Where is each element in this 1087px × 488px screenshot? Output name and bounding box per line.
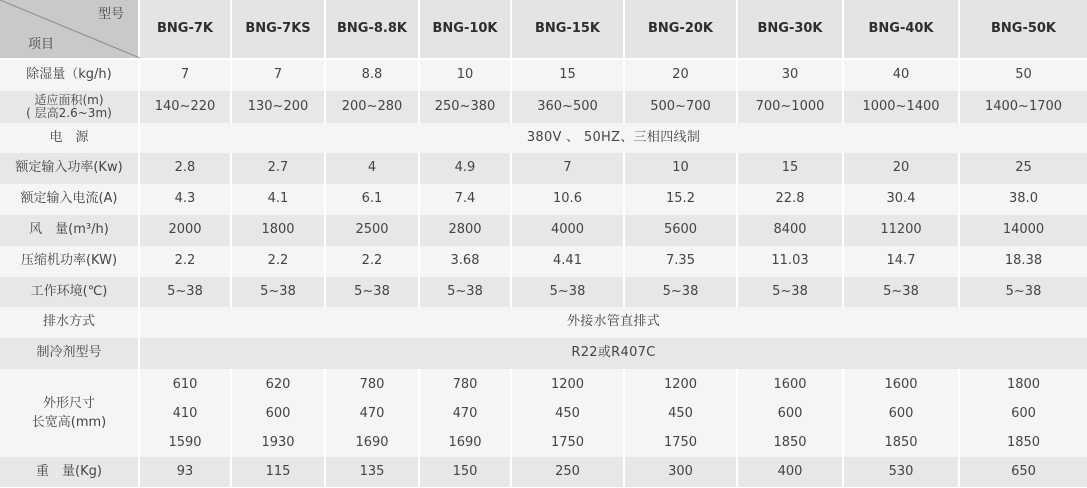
row-label: 制冷剂型号 — [0, 338, 140, 369]
cell: 5~38 — [625, 277, 738, 307]
row-label: 风 量(m³/h) — [0, 215, 140, 246]
model-header: BNG-50K — [960, 0, 1087, 60]
width-value: 410 — [172, 405, 198, 421]
cell: 7 — [232, 60, 326, 91]
cell: 20 — [625, 60, 738, 91]
cell: 360~500 — [512, 91, 625, 123]
dimensions-label-line2: 长宽高(mm) — [31, 415, 107, 430]
width-value: 600 — [265, 405, 291, 421]
cell: 500~700 — [625, 91, 738, 123]
cell: 2500 — [326, 215, 420, 246]
cell: 15 — [738, 153, 844, 184]
cell — [960, 369, 1087, 457]
cell: 5~38 — [326, 277, 420, 307]
height-value: 1690 — [448, 434, 482, 450]
cell: 2.2 — [326, 246, 420, 277]
row-airflow — [0, 215, 1087, 246]
cell: 7 — [512, 153, 625, 184]
cell: 2.8 — [140, 153, 232, 184]
cell: 11.03 — [738, 246, 844, 277]
merged-cell: R22或R407C — [140, 338, 1087, 369]
cell: 5600 — [625, 215, 738, 246]
cell — [844, 369, 960, 457]
cell: 5~38 — [738, 277, 844, 307]
cell: 38.0 — [960, 184, 1087, 215]
cell: 5~38 — [512, 277, 625, 307]
row-area — [0, 91, 1087, 123]
cell: 530 — [844, 457, 960, 487]
cell: 135 — [326, 457, 420, 487]
cell: 4.1 — [232, 184, 326, 215]
length-value: 610 — [172, 376, 198, 392]
cell — [140, 369, 232, 457]
cell: 4.3 — [140, 184, 232, 215]
cell: 700~1000 — [738, 91, 844, 123]
cell: 11200 — [844, 215, 960, 246]
height-value: 1750 — [550, 434, 585, 450]
cell: 14.7 — [844, 246, 960, 277]
height-value: 1750 — [663, 434, 698, 450]
cell: 250 — [512, 457, 625, 487]
row-input-power — [0, 153, 1087, 184]
cell: 5~38 — [232, 277, 326, 307]
cell: 650 — [960, 457, 1087, 487]
row-label: 工作环境(℃) — [0, 277, 140, 307]
row-refrigerant — [0, 338, 1087, 369]
length-value: 1600 — [884, 376, 918, 392]
length-value: 780 — [359, 376, 385, 392]
length-value: 1600 — [773, 376, 807, 392]
corner-header — [0, 0, 140, 60]
row-label: 压缩机功率(KW) — [0, 246, 140, 277]
length-value: 780 — [452, 376, 478, 392]
cell — [232, 369, 326, 457]
cell: 40 — [844, 60, 960, 91]
area-label-line1: 适应面积(m) — [34, 93, 104, 108]
header-row — [0, 0, 1087, 60]
cell: 7.4 — [420, 184, 512, 215]
cell: 8400 — [738, 215, 844, 246]
cell: 14000 — [960, 215, 1087, 246]
cell: 2.2 — [140, 246, 232, 277]
model-header: BNG-7K — [140, 0, 232, 60]
cell: 30 — [738, 60, 844, 91]
cell: 4000 — [512, 215, 625, 246]
row-drainage — [0, 307, 1087, 338]
length-value: 1800 — [1006, 376, 1041, 392]
model-header: BNG-30K — [738, 0, 844, 60]
cell: 18.38 — [960, 246, 1087, 277]
cell: 115 — [232, 457, 326, 487]
width-value: 600 — [777, 405, 803, 421]
cell — [512, 369, 625, 457]
length-value: 1200 — [550, 376, 585, 392]
cell: 300 — [625, 457, 738, 487]
cell: 3.68 — [420, 246, 512, 277]
row-environment — [0, 277, 1087, 307]
cell: 15.2 — [625, 184, 738, 215]
cell: 4.9 — [420, 153, 512, 184]
model-header: BNG-7KS — [232, 0, 326, 60]
cell — [625, 369, 738, 457]
row-weight — [0, 457, 1087, 487]
width-value: 470 — [452, 405, 478, 421]
row-compressor — [0, 246, 1087, 277]
cell: 5~38 — [844, 277, 960, 307]
dimensions-label-line1: 外形尺寸 — [42, 396, 95, 411]
row-label: 额定输入电流(A) — [0, 184, 140, 215]
cell: 5~38 — [960, 277, 1087, 307]
cell — [420, 369, 512, 457]
cell: 25 — [960, 153, 1087, 184]
height-value: 1850 — [773, 434, 807, 450]
length-value: 1200 — [663, 376, 698, 392]
row-dimensions — [0, 369, 1087, 457]
width-value: 600 — [888, 405, 914, 421]
model-header: BNG-40K — [844, 0, 960, 60]
height-value: 1850 — [884, 434, 918, 450]
height-value: 1930 — [261, 434, 295, 450]
cell: 250~380 — [420, 91, 512, 123]
merged-cell: 380V 、 50HZ、三相四线制 — [140, 123, 1087, 153]
cell: 2.2 — [232, 246, 326, 277]
width-value: 450 — [668, 405, 693, 421]
cell — [738, 369, 844, 457]
cell: 140~220 — [140, 91, 232, 123]
cell: 4 — [326, 153, 420, 184]
row-input-current — [0, 184, 1087, 215]
row-label — [0, 369, 140, 457]
width-value: 470 — [359, 405, 385, 421]
cell: 6.1 — [326, 184, 420, 215]
model-header: BNG-8.8K — [326, 0, 420, 60]
cell: 400 — [738, 457, 844, 487]
model-header: BNG-20K — [625, 0, 738, 60]
cell: 5~38 — [420, 277, 512, 307]
corner-model-label: 型号 — [97, 7, 124, 22]
cell: 10.6 — [512, 184, 625, 215]
cell: 2.7 — [232, 153, 326, 184]
cell: 200~280 — [326, 91, 420, 123]
cell: 4.41 — [512, 246, 625, 277]
cell: 10 — [420, 60, 512, 91]
cell: 150 — [420, 457, 512, 487]
cell: 1400~1700 — [960, 91, 1087, 123]
cell: 1000~1400 — [844, 91, 960, 123]
row-power-supply — [0, 123, 1087, 153]
model-header: BNG-15K — [512, 0, 625, 60]
cell: 93 — [140, 457, 232, 487]
width-value: 450 — [555, 405, 580, 421]
row-label: 额定输入功率(Kw) — [0, 153, 140, 184]
row-label: 排水方式 — [0, 307, 140, 338]
area-label-line2: ( 层高2.6~3m) — [26, 106, 112, 120]
cell: 130~200 — [232, 91, 326, 123]
row-label: 重 量(Kg) — [0, 457, 140, 487]
height-value: 1590 — [168, 434, 202, 450]
cell: 10 — [625, 153, 738, 184]
cell: 7 — [140, 60, 232, 91]
row-label — [0, 91, 140, 123]
height-value: 1690 — [355, 434, 389, 450]
merged-cell: 外接水管直排式 — [140, 307, 1087, 338]
length-value: 620 — [265, 376, 291, 392]
cell: 30.4 — [844, 184, 960, 215]
cell: 50 — [960, 60, 1087, 91]
model-header: BNG-10K — [420, 0, 512, 60]
corner-item-label: 项目 — [28, 36, 55, 52]
cell: 7.35 — [625, 246, 738, 277]
cell: 20 — [844, 153, 960, 184]
cell: 8.8 — [326, 60, 420, 91]
cell: 1800 — [232, 215, 326, 246]
cell: 22.8 — [738, 184, 844, 215]
width-value: 600 — [1011, 405, 1036, 421]
cell — [326, 369, 420, 457]
cell: 2000 — [140, 215, 232, 246]
cell: 15 — [512, 60, 625, 91]
cell: 5~38 — [140, 277, 232, 307]
row-label: 除湿量（kg/h) — [0, 60, 140, 91]
row-label: 电 源 — [0, 123, 140, 153]
row-dehumidification — [0, 60, 1087, 91]
height-value: 1850 — [1006, 434, 1041, 450]
cell: 2800 — [420, 215, 512, 246]
